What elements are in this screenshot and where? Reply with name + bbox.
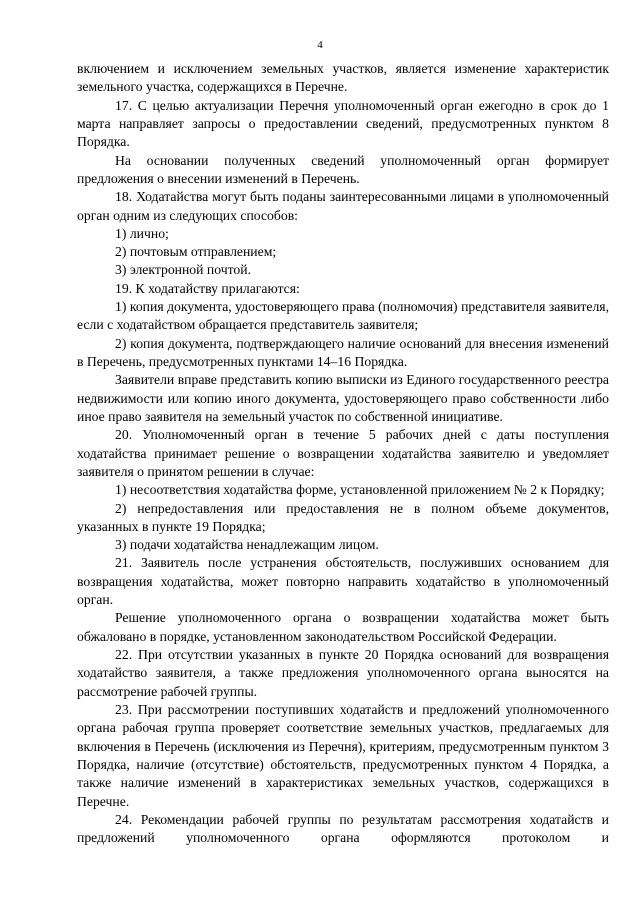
paragraph: 3) электронной почтой.: [115, 262, 251, 278]
paragraph: 3) подачи ходатайства ненадлежащим лицом.: [115, 537, 379, 553]
paragraph: 1) копия документа, удостоверяющего права (полномочия) представителя заявителя, если с ходатайством обращается представитель заявителя;: [77, 299, 609, 333]
paragraph: 24. Рекомендации рабочей группы по результатам рассмотрения ходатайств и предложений уполномоченного органа оформляются протоколом и: [77, 811, 609, 846]
paragraph: 22. При отсутствии указанных в пункте 20 Порядка оснований для возвращения ходатайство заявителя, а также предложения уполномоченного органа выносятся на рассмотрение рабочей группы.: [77, 647, 609, 699]
paragraph: Заявители вправе представить копию выписки из Единого государственного реестра недвижимости или копию иного документа, удостоверяющего право собственности либо иное право заявителя на земельный участок по собственной инициативе.: [77, 372, 609, 424]
paragraph: 19. К ходатайству прилагаются:: [115, 280, 300, 296]
paragraph: 18. Ходатайства могут быть поданы заинтересованными лицами в уполномоченный орган одним из следующих способов:: [77, 189, 609, 223]
paragraph: 17. С целью актуализации Перечня уполномоченный орган ежегодно в срок до 1 марта направляет запросы о предоставлении сведений, предусмотренных пунктом 8 Порядка.: [77, 97, 609, 150]
paragraph: 2) копия документа, подтверждающего наличие оснований для внесения изменений в Перечень, предусмотренных пунктами 14–16 Порядка.: [77, 335, 609, 369]
paragraph: 1) несоответствия ходатайства форме, установленной приложением № 2 к Порядку;: [115, 482, 605, 498]
paragraph: 21. Заявитель после устранения обстоятельств, послуживших основанием для возвращения ходатайства, может повторно направить ходатайство в уполномоченный орган.: [77, 555, 609, 608]
paragraph: включением и исключением земельных участков, является изменение характеристик земельного участка, содержащихся в Перечне.: [77, 61, 609, 95]
paragraph: Решение уполномоченного органа о возвращении ходатайства может быть обжаловано в порядке, установленном законодательством Российской Федерации.: [77, 610, 609, 644]
paragraph: 23. При рассмотрении поступивших ходатайств и предложений уполномоченного органа рабочая группа проверяет соответствие земельных участков, предлагаемых для включения в Перечень (исключения из Перечня), критериям, предусмотренным пунктом 3 Порядка, наличие (отсутствие) обстоятельств, предусмотренных пунктом 4 Порядка, а также наличие изменений в характеристиках земельных участков, содержащихся в Перечне.: [77, 701, 609, 809]
paragraph: На основании полученных сведений уполномоченный орган формирует предложения о внесении изменений в Перечень.: [77, 152, 609, 186]
paragraph: 20. Уполномоченный орган в течение 5 рабочих дней с даты поступления ходатайства принимает решение о возвращении ходатайства заявителю и уведомляет заявителя о принятом решении в случае:: [77, 427, 609, 479]
paragraph: 1) лично;: [115, 225, 169, 241]
paragraph: 2) непредоставления или предоставления не в полном объеме документов, указанных в пункте 19 Порядка;: [77, 500, 609, 534]
paragraph: 2) почтовым отправлением;: [115, 244, 277, 260]
page-number: 4: [317, 39, 323, 51]
document-body: [77, 60, 609, 847]
